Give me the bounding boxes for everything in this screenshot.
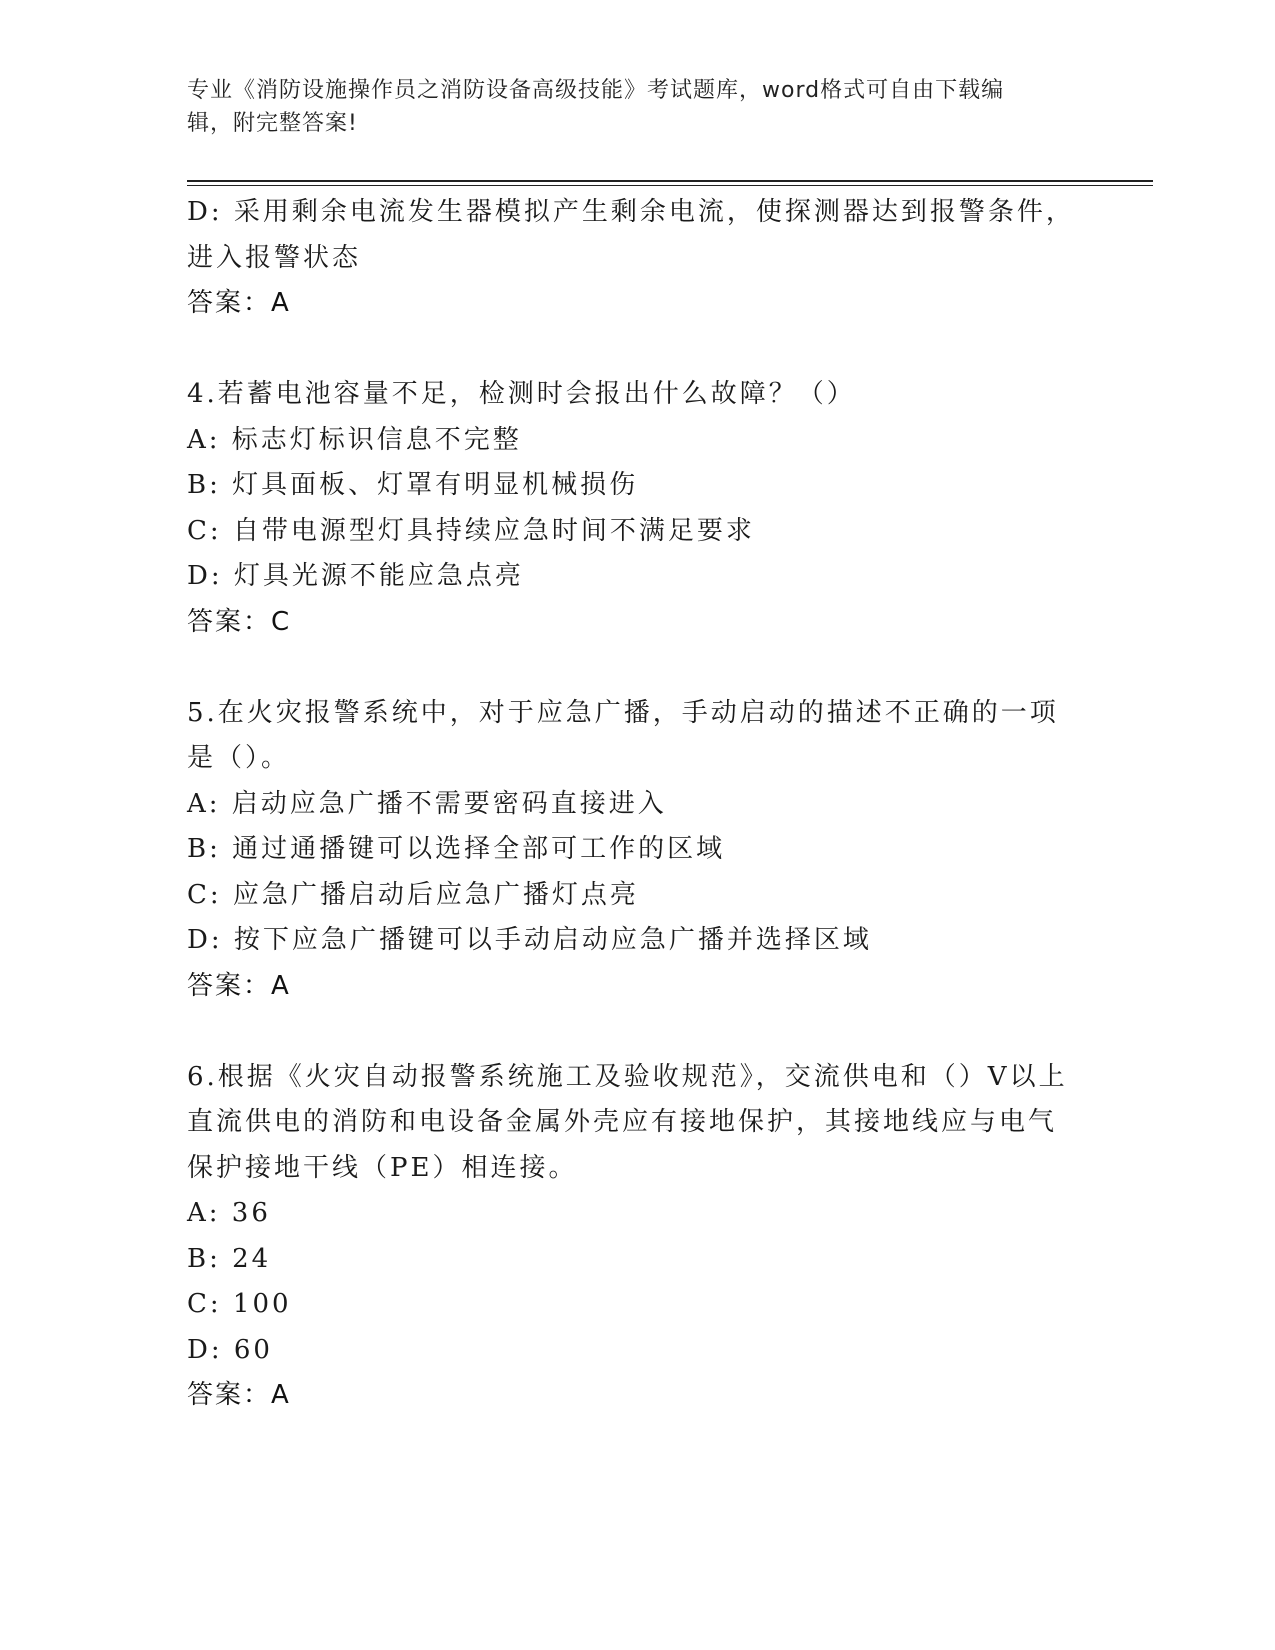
question-stem: 6.根据《火灾自动报警系统施工及验收规范》，交流供电和（）V以上 <box>187 1061 1068 1092</box>
answer-line: 答案：C <box>187 606 292 637</box>
question-stem-continued: 是（）。 <box>187 743 291 773</box>
question-stem: 5.在火灾报警系统中，对于应急广播，手动启动的描述不正确的一项 <box>187 697 1059 728</box>
question-4 <box>187 372 1087 645</box>
question-6 <box>187 1055 1087 1419</box>
continued-question <box>187 190 1087 327</box>
option-d-line-1: D: 采用剩余电流发生器模拟产生剩余电流，使探测器达到报警条件， <box>187 197 1075 227</box>
question-stem: 4.若蓄电池容量不足，检测时会报出什么故障？（） <box>187 379 856 409</box>
answer-line: 答案：A <box>187 1380 291 1410</box>
spacer <box>187 327 1087 373</box>
option-d: D: 按下应急广播键可以手动启动应急广播并选择区域 <box>187 925 872 955</box>
option-b: B: 灯具面板、灯罩有明显机械损伤 <box>187 470 639 500</box>
option-d: D: 60 <box>187 1334 273 1365</box>
question-stem-continued: 直流供电的消防和电设备金属外壳应有接地保护，其接地线应与电气 <box>187 1107 1058 1137</box>
option-b: B: 24 <box>187 1243 272 1274</box>
question-5 <box>187 691 1087 1010</box>
option-a: A: 启动应急广播不需要密码直接进入 <box>187 788 667 819</box>
spacer <box>187 645 1087 691</box>
option-a: A: 36 <box>187 1198 271 1228</box>
header-line-2: 辑，附完整答案! <box>187 111 358 136</box>
option-d-line-2: 进入报警状态 <box>187 242 362 273</box>
header-divider-thick <box>187 180 1153 182</box>
header-divider-thin <box>187 185 1153 186</box>
option-a: A: 标志灯标识信息不完整 <box>187 424 522 455</box>
option-c: C: 100 <box>187 1289 292 1319</box>
option-b: B: 通过通播键可以选择全部可工作的区域 <box>187 834 726 864</box>
document-header <box>187 74 1087 140</box>
option-d: D: 灯具光源不能应急点亮 <box>187 561 524 591</box>
header-line-1: 专业《消防设施操作员之消防设备高级技能》考试题库，word格式可自由下载编 <box>187 78 1005 103</box>
answer-line: 答案：A <box>187 288 291 318</box>
question-content <box>187 190 1087 1419</box>
answer-line: 答案：A <box>187 970 291 1001</box>
option-c: C: 自带电源型灯具持续应急时间不满足要求 <box>187 515 755 546</box>
question-stem-continued: 保护接地干线（PE）相连接。 <box>187 1152 578 1183</box>
option-c: C: 应急广播启动后应急广播灯点亮 <box>187 879 639 910</box>
spacer <box>187 1009 1087 1055</box>
